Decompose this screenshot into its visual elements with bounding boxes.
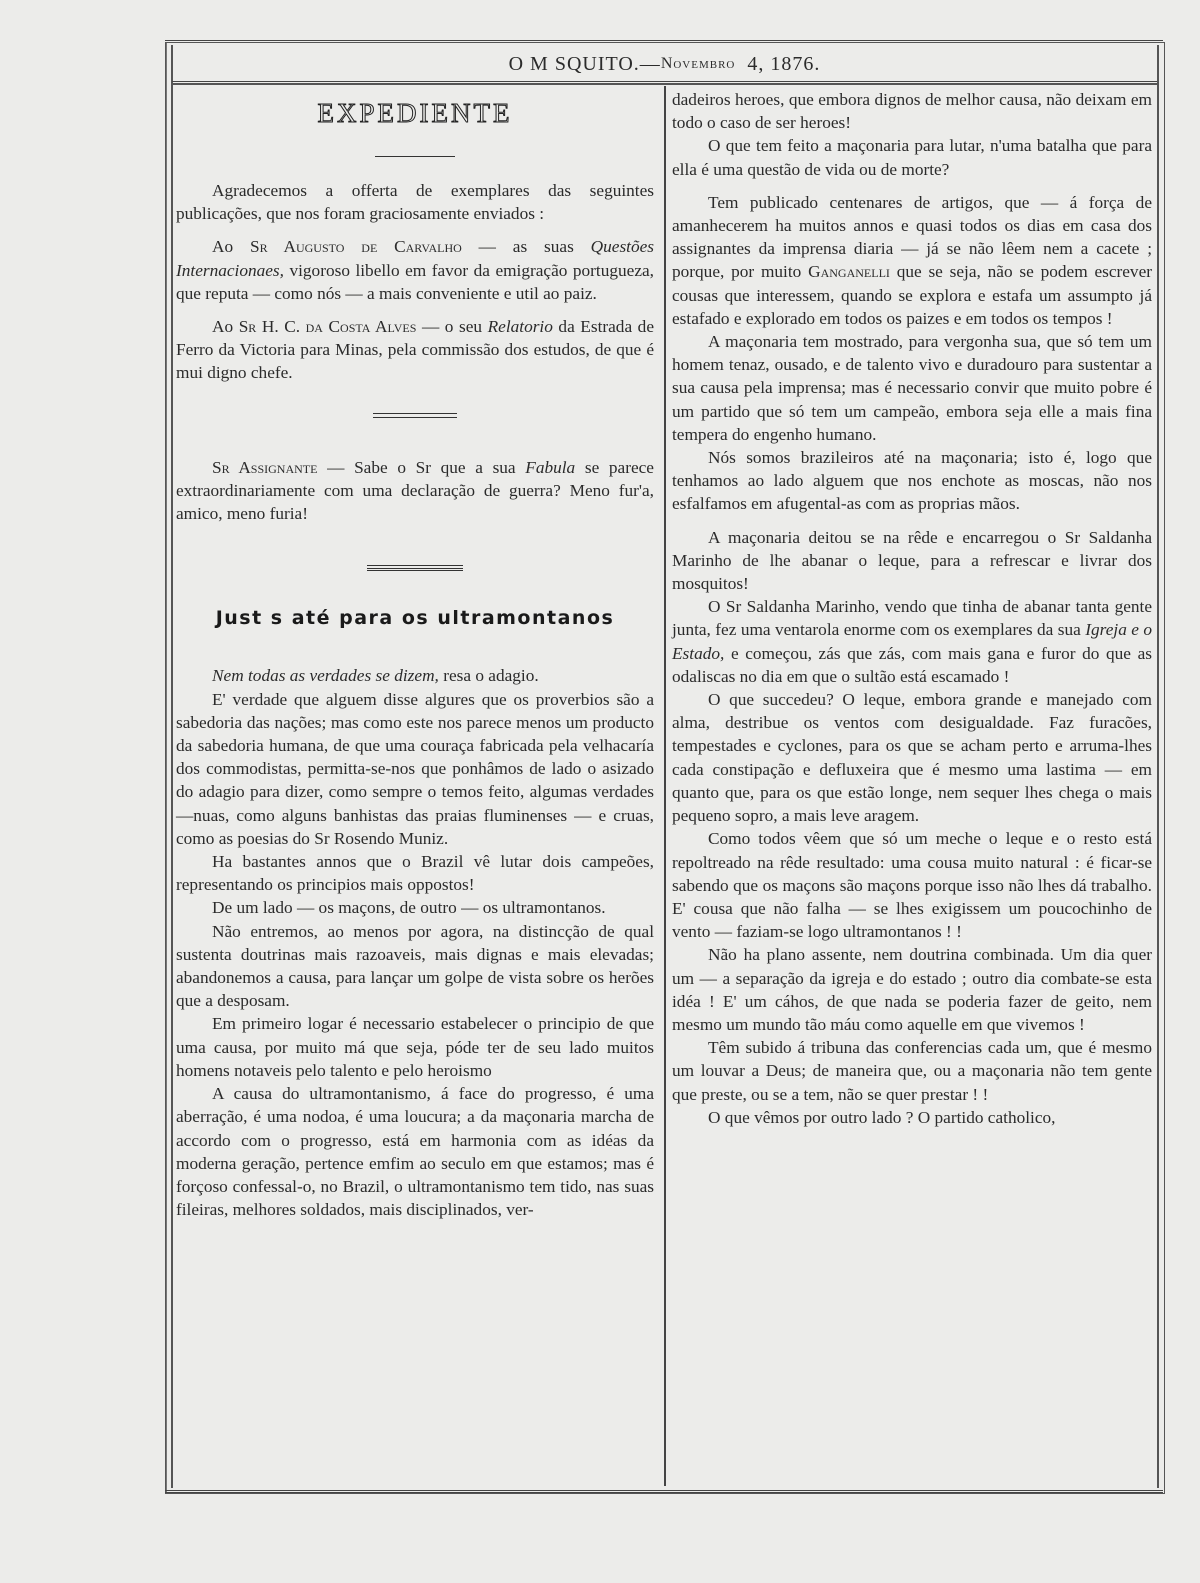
article-paragraph: Nós somos brazileiros até na maçonaria; isto é, logo que tenhamos ao lado alguem que nos enchote as moscas, não nos esfalfamos em afugental-as com as proprias mãos. — [672, 448, 1152, 514]
double-rule — [373, 413, 457, 418]
note-assignante: Sr Assignante — Sabe o Sr que a sua Fabula se parece extraordinariamente com uma declaração de guerra? Meno fur'a, amico, meno furia! — [176, 457, 654, 524]
section-title: EXPEDIENTE — [317, 98, 513, 128]
frame-left-rule — [171, 45, 173, 1488]
article-paragraph: O que tem feito a maçonaria para lutar, n'uma batalha que para ella é uma questão de vida ou de morte? — [672, 136, 1152, 179]
column-divider — [664, 86, 666, 1486]
triple-rule — [367, 565, 463, 571]
article-paragraph: Tem publicado centenares de artigos, que — á força de amanhecerem ha muitos annos e quasi todos os dias em casa dos assignantes da imprensa diaria — já se não lêem nem a cacete ; porque, por muito Ganganelli que se seja, não se podem escrever cousas que interessem, quando se explora e estafa um assumpto já estafado e explorado em todos os paizes e em todos os tempos ! — [672, 192, 1152, 328]
item-augusto: Ao Sr Augusto de Carvalho — as suas Questões Internacionaes, vigoroso libello em favor da emigração portugueza, que reputa — como nós — a mais conveniente e util ao paiz. — [176, 237, 655, 303]
article-paragraph: Têm subido á tribuna das conferencias cada um, que é mesmo um louvar a Deus; de maneira que, ou a maçonaria não tem gente que preste, ou se a tem, não se quer prestar ! ! — [672, 1038, 1152, 1104]
right-column — [672, 88, 1152, 1129]
article-paragraph: De um lado — os maçons, de outro — os ultramontanos. — [212, 898, 606, 918]
article-paragraph: A causa do ultramontanismo, á face do progresso, é uma aberração, é uma nodoa, é uma loucura; a da maçonaria marcha de accordo com o progresso, está em harmonia com as idéas da moderna geração, pertence emfim ao seculo em que estamos; mas é forçoso confessal-o, no Brazil, o ultramontanismo tem tido, nas suas fileiras, melhores soldados, mais disciplinados, ver- — [176, 1084, 654, 1220]
header-title: O M SQUITO.— — [508, 52, 661, 75]
header-date: 4, 1876. — [747, 52, 821, 75]
article-paragraph: Não entremos, ao menos por agora, na distincção de qual sustenta doutrinas mais razoaveis, mais dignas e mais elevadas; abandonemos a causa, para lançar um golpe de vista sobre os herões que a desposam. — [176, 921, 654, 1011]
item-costa-alves: Ao Sr H. C. da Costa Alves — o seu Relatorio da Estrada de Ferro da Victoria para Minas, pela commissão dos estudos, de que é mui digno chefe. — [176, 317, 654, 383]
article-paragraph: A maçonaria deitou se na rêde e encarregou o Sr Saldanha Marinho de lhe abanar o leque, para a refrescar e livrar dos mosquitos! — [672, 527, 1152, 594]
article-paragraph: O Sr Saldanha Marinho, vendo que tinha de abanar tanta gente junta, fez uma ventarola enorme com os exemplares da sua Igreja e o Estado, e começou, zás que zás, com mais gana e furor do que as odaliscas no dia em que o sultão está escamado ! — [672, 597, 1153, 686]
header-month: Novembro — [660, 55, 736, 72]
frame-right-rule — [1157, 45, 1159, 1488]
article-continuation: dadeiros heroes, que embora dignos de melhor causa, não deixam em todo o caso de ser heroes! — [672, 90, 1152, 133]
intro-paragraph: Agradecemos a offerta de exemplares das seguintes publicações, que nos foram graciosamente enviados : — [176, 181, 654, 224]
running-header — [172, 47, 1157, 82]
bottom-double-rule — [165, 1490, 1163, 1493]
article-paragraph: O que vêmos por outro lado ? O partido catholico, — [708, 1107, 1056, 1127]
article-paragraph: E' verdade que alguem disse algures que os proverbios são a sabedoria das nações; mas como este nos parece menos um producto da sabedoria humana, de que uma couraça fabricada pela velhacaría dos commodistas, permitta-se-nos que ponhâmos de lado o asizado do adagio para dizer, como sempre o temos feito, algumas verdades —nuas, como alguns banhistas das praias fluminenses — e cruas, como as poesias do Sr Rosendo Muniz. — [176, 689, 654, 848]
left-column — [176, 88, 654, 1221]
article-paragraph: Não ha plano assente, nem doutrina combinada. Um dia quer um — a separação da igreja e do estado ; outro dia combate-se esta idéa ! E' um cáhos, de que nada se poderia fazer de geito, nem mesmo um mundo tão máu como aquelle em que vivemos ! — [672, 945, 1152, 1034]
article-paragraph: Ha bastantes annos que o Brazil vê lutar dois campeões, representando os principios mais oppostos! — [176, 852, 654, 895]
article-headline: Just s até para os ultramontanos — [215, 607, 615, 630]
article-paragraph: O que succedeu? O leque, embora grande e manejado com alma, destribue os ventos com desigualdade. Faz furacões, tempestades e cyclones, para os que se acham perto e arruma-lhes cada constipação e defluxeira que é mesmo uma lastima — em quanto que, para os que estão longe, nem sequer lhes chega o mais pequeno sopro, a mais leve aragem. — [672, 690, 1152, 826]
article-lead: Nem todas as verdades se dizem, resa o adagio. — [212, 666, 539, 686]
article-paragraph: Em primeiro logar é necessario estabelecer o principio de que uma causa, por muito má que seja, póde ter de seu lado muitos homens notaveis pelo talento e pelo heroismo — [176, 1014, 654, 1080]
section-rule — [375, 156, 455, 157]
article-paragraph: A maçonaria tem mostrado, para vergonha sua, que só tem um homem tenaz, ousado, e de talento vivo e duradouro para sustentar a sua causa pela imprensa; mas é necessario convir que muito pobre é um partido que só tem um campeão, embora seja elle a mais fina tempera do engenho humano. — [672, 332, 1152, 444]
header-rule — [172, 83, 1157, 85]
article-paragraph: Como todos vêem que só um meche o leque e o resto está repoltreado na rêde resultado: uma cousa muito natural : é ficar-se sabendo que os maçons são maçons porque isso não lhes dá trabalho. E' cousa que não falha — se lhes exigissem um poucochinho de vento — faziam-se logo ultramontanos ! ! — [672, 829, 1152, 942]
